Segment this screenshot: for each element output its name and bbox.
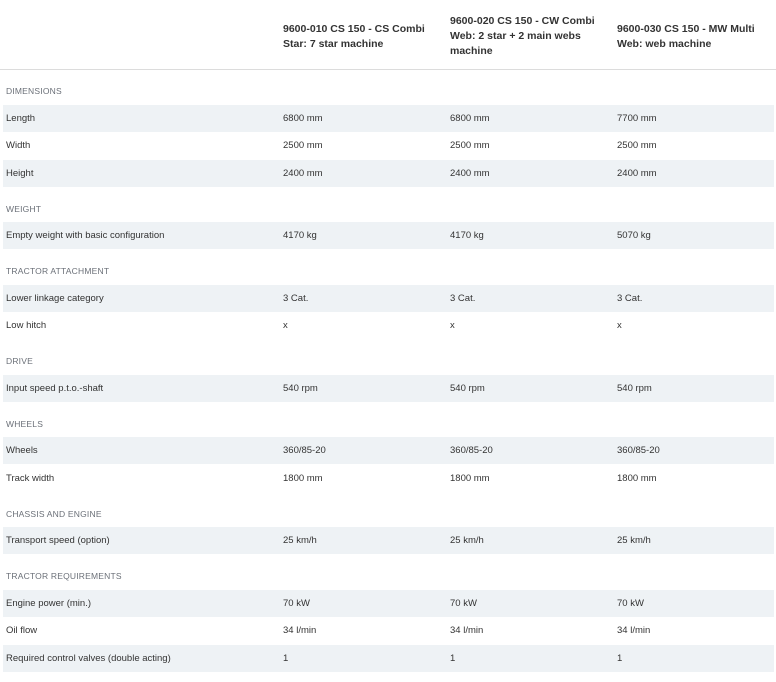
- row-value: 34 l/min: [617, 625, 651, 636]
- table-row: [3, 617, 774, 644]
- row-value: 34 l/min: [450, 625, 484, 636]
- row-value: 2400 mm: [450, 168, 490, 179]
- row-value: 7700 mm: [617, 113, 657, 124]
- row-label: Length: [6, 113, 36, 124]
- row-value: 2500 mm: [283, 140, 323, 151]
- row-value: 3 Cat.: [283, 293, 309, 304]
- table-row: [3, 527, 774, 554]
- row-value: 4170 kg: [283, 230, 317, 241]
- section-title-dimensions: DIMENSIONS: [6, 86, 62, 96]
- row-value: 1: [450, 653, 456, 664]
- row-label: Empty weight with basic configuration: [6, 230, 165, 241]
- row-value: 70 kW: [617, 598, 644, 609]
- row-value: 540 rpm: [450, 383, 485, 394]
- row-label: Height: [6, 168, 34, 179]
- row-value: x: [617, 320, 622, 331]
- table-row: [3, 645, 774, 672]
- row-label: Oil flow: [6, 625, 38, 636]
- table-row: [3, 105, 774, 132]
- row-value: 25 km/h: [617, 535, 651, 546]
- row-value: 5070 kg: [617, 230, 651, 241]
- table-row: [3, 437, 774, 464]
- row-value: 25 km/h: [283, 535, 317, 546]
- row-value: 3 Cat.: [617, 293, 643, 304]
- column-header-1: 9600-010 CS 150 - CS Combi Star: 7 star machine: [283, 23, 425, 50]
- row-value: 360/85-20: [450, 445, 493, 456]
- row-value: 3 Cat.: [450, 293, 476, 304]
- row-value: 70 kW: [283, 598, 310, 609]
- row-label: Low hitch: [6, 320, 47, 331]
- row-value: 6800 mm: [450, 113, 490, 124]
- table-row: [3, 375, 774, 402]
- column-header-2: 9600-020 CS 150 - CW Combi Web: 2 star + 2 main webs machine: [450, 15, 595, 57]
- section-title-wheels: WHEELS: [6, 419, 44, 429]
- row-label: Width: [6, 140, 31, 151]
- row-value: 25 km/h: [450, 535, 484, 546]
- section-title-chassis-and-engine: CHASSIS AND ENGINE: [6, 509, 102, 519]
- section-title-weight: WEIGHT: [6, 204, 42, 214]
- row-value: 360/85-20: [283, 445, 326, 456]
- row-value: 1: [617, 653, 623, 664]
- row-value: 2500 mm: [617, 140, 657, 151]
- row-value: 540 rpm: [617, 383, 652, 394]
- table-row: [3, 590, 774, 617]
- row-value: x: [283, 320, 288, 331]
- row-label: Lower linkage category: [6, 293, 104, 304]
- row-label: Input speed p.t.o.-shaft: [6, 383, 104, 394]
- row-value: 1800 mm: [617, 473, 657, 484]
- row-value: 540 rpm: [283, 383, 318, 394]
- table-row: [3, 312, 774, 339]
- row-label: Track width: [6, 473, 55, 484]
- row-value: 2400 mm: [617, 168, 657, 179]
- section-title-drive: DRIVE: [6, 356, 33, 366]
- row-value: 6800 mm: [283, 113, 323, 124]
- section-title-tractor-attachment: TRACTOR ATTACHMENT: [6, 266, 110, 276]
- row-value: 1800 mm: [283, 473, 323, 484]
- column-header-3: 9600-030 CS 150 - MW Multi Web: web machine: [617, 23, 755, 50]
- row-value: 1800 mm: [450, 473, 490, 484]
- row-value: 34 l/min: [283, 625, 317, 636]
- table-row: [3, 222, 774, 249]
- row-label: Wheels: [6, 445, 38, 456]
- row-value: 4170 kg: [450, 230, 484, 241]
- row-value: 2500 mm: [450, 140, 490, 151]
- row-label: Required control valves (double acting): [6, 653, 171, 664]
- row-value: 1: [283, 653, 289, 664]
- section-title-tractor-requirements: TRACTOR REQUIREMENTS: [6, 571, 122, 581]
- table-header: [0, 0, 776, 70]
- table-row: [3, 132, 774, 159]
- table-row: [3, 285, 774, 312]
- row-label: Transport speed (option): [6, 535, 110, 546]
- row-value: 70 kW: [450, 598, 477, 609]
- table-row: [3, 465, 774, 492]
- row-value: 360/85-20: [617, 445, 660, 456]
- row-label: Engine power (min.): [6, 598, 92, 609]
- table-row: [3, 160, 774, 187]
- row-value: 2400 mm: [283, 168, 323, 179]
- row-value: x: [450, 320, 455, 331]
